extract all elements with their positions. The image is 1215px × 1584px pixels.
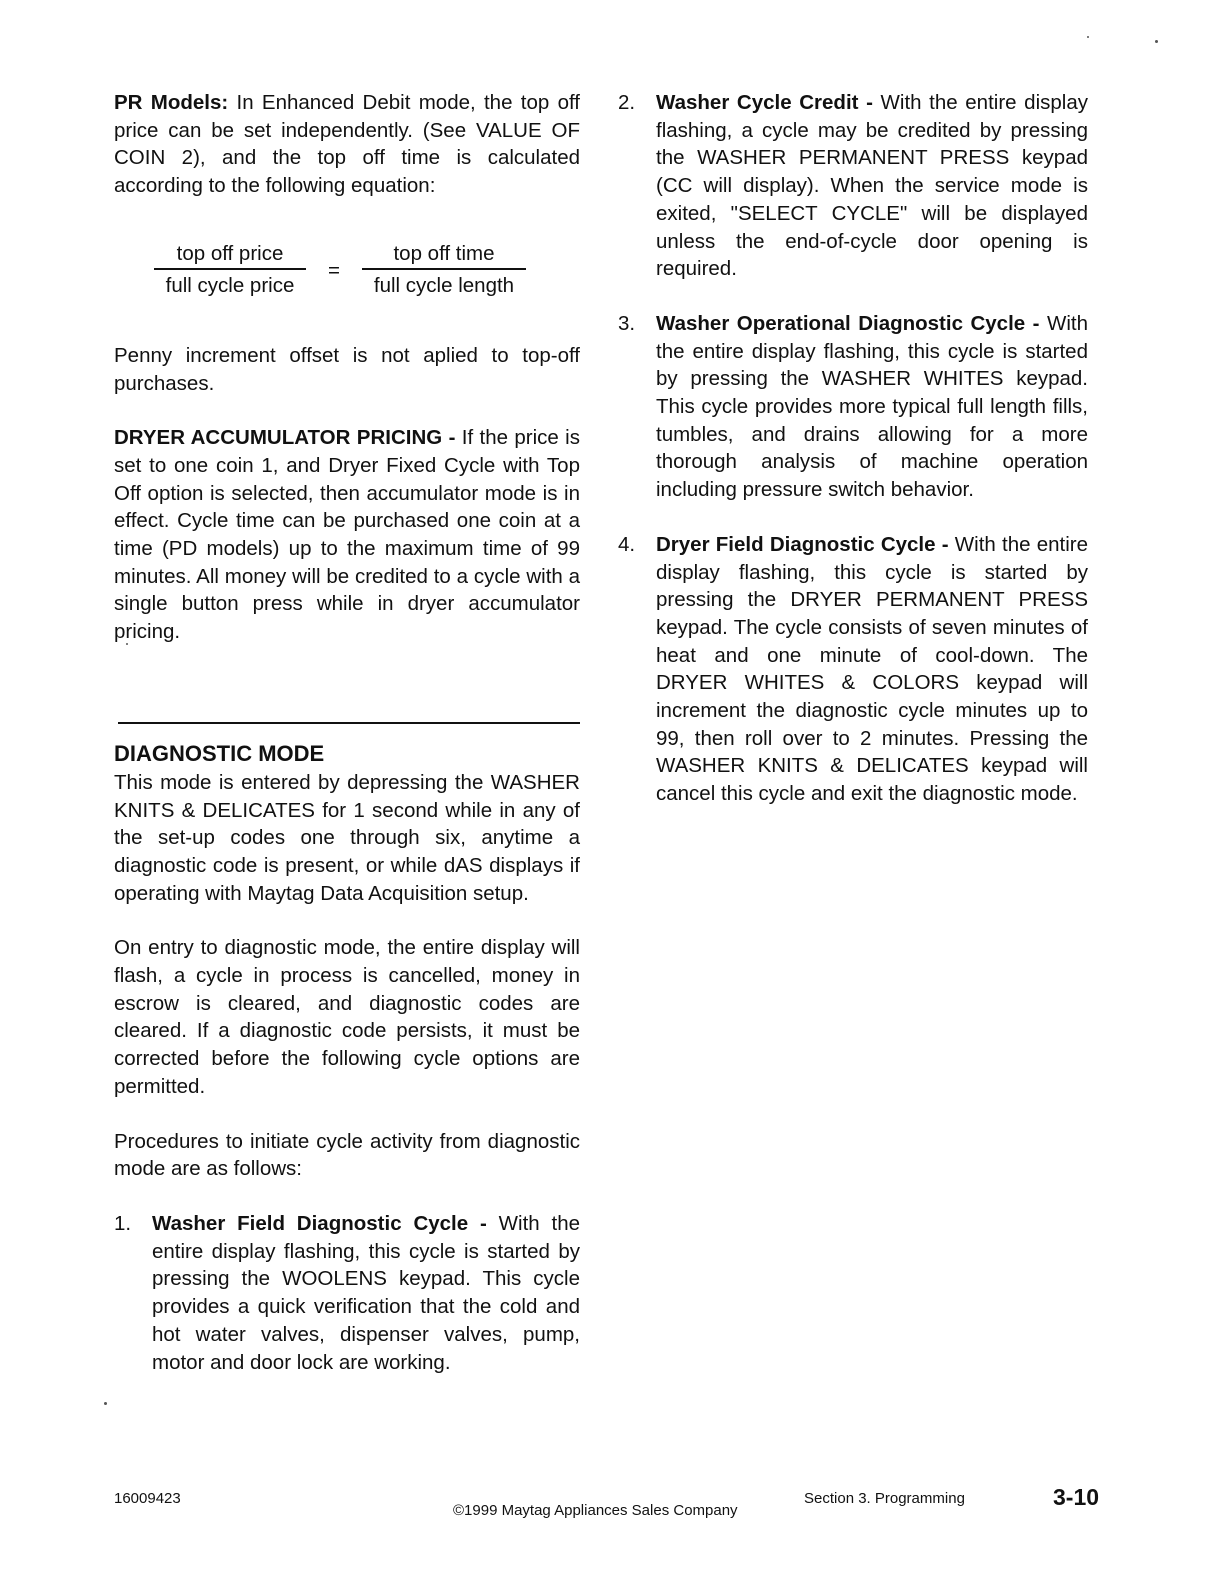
section-divider	[118, 722, 580, 724]
list-item-body: With the entire display flashing, this cycle is started by pressing the DRYER PERMANENT PRESS keypad. The cycle consists of seven minutes of heat and one minute of cool-down. The DRYER WHITES & COLORS keypad will increment the diagnostic cycle minutes up to 99, then roll over to 2 minutes. Pressing the WASHER KNITS & DELICATES keypad will cancel this cycle and exit the diagnostic mode.	[656, 532, 1088, 806]
list-item	[618, 531, 1088, 808]
scan-speck	[104, 1402, 107, 1405]
penny-note: Penny increment offset is not aplied to top-off purchases.	[114, 343, 580, 395]
right-column	[618, 89, 1088, 808]
diagnostic-mode-heading: DIAGNOSTIC MODE	[114, 740, 325, 766]
scan-speck	[1087, 36, 1089, 38]
pr-models-lead: PR Models:	[114, 91, 229, 114]
dryer-accumulator-paragraph	[114, 424, 580, 646]
scan-speck	[1155, 40, 1158, 43]
list-item-lead: Dryer Field Diagnostic Cycle -	[656, 532, 949, 556]
dryer-accumulator-text: If the price is set to one coin 1, and Dryer Fixed Cycle with Top Off option is selected, then accumulator mode is in effect. Cycle time can be purchased one coin at a time (PD models) up to the maximum time of 99 minutes. All money will be credited to a cycle with a single button press while in dryer accumulator pricing.	[114, 426, 580, 644]
numerator-right: top off time	[362, 240, 526, 270]
diagnostic-paragraph-3: Procedures to initiate cycle activity from diagnostic mode are as follows:	[114, 1129, 580, 1181]
list-item-body: With the entire display flashing, this cycle is started by pressing the WASHER WHITES keypad. This cycle provides more typical full length fills, tumbles, and drains allowing for a more thorough analysis of machine operation including pressure switch behavior.	[656, 311, 1088, 502]
numerator-left: top off price	[154, 240, 306, 270]
list-item-number: 1.	[114, 1211, 132, 1235]
scan-speck	[126, 643, 128, 645]
page-number: 3-10	[1053, 1484, 1100, 1510]
top-off-equation	[154, 240, 580, 302]
denominator-right: full cycle length	[373, 273, 515, 297]
copyright: ©1999 Maytag Appliances Sales Company	[453, 1502, 738, 1519]
list-item	[114, 1210, 580, 1376]
list-item-lead: Washer Operational Diagnostic Cycle -	[656, 311, 1040, 335]
doc-number: 16009423	[114, 1490, 181, 1507]
list-item	[618, 310, 1088, 504]
list-item-text	[152, 1210, 580, 1376]
list-item-number: 3.	[618, 311, 636, 335]
list-item-number: 2.	[618, 91, 636, 114]
section-label: Section 3. Programming	[804, 1490, 965, 1507]
list-item	[618, 89, 1088, 283]
left-column	[114, 89, 580, 1376]
denominator-left: full cycle price	[165, 273, 295, 297]
list-item-lead: Washer Cycle Credit -	[656, 91, 873, 114]
list-item-text	[656, 531, 1088, 808]
diagnostic-paragraph-1: This mode is entered by depressing the WASHER KNITS & DELICATES for 1 second while in any of the set-up codes one through six, anytime a diagnostic code is present, or while dAS displays if operating with Maytag Data Acquisition setup.	[114, 770, 580, 905]
list-item-body: With the entire display flashing, a cycle may be credited by pressing the WASHER PERMANENT PRESS keypad (CC will display). When the service mode is exited, "SELECT CYCLE" will be displayed unless the end-of-cycle door opening is required.	[656, 91, 1088, 281]
dryer-accumulator-lead: DRYER ACCUMULATOR PRICING -	[114, 426, 456, 450]
list-item-body: With the entire display flashing, this cycle is started by pressing the WOOLENS keypad. This cycle provides a quick verification that the cold and hot water valves, dispenser valves, pump, motor and door lock are working.	[152, 1211, 581, 1374]
diagnostic-paragraph-2: On entry to diagnostic mode, the entire display will flash, a cycle in process is cancelled, money in escrow is cleared, and diagnostic codes are cleared. If a diagnostic code persists, it must be corrected before the following cycle options are permitted.	[114, 936, 580, 1098]
pr-models-text: In Enhanced Debit mode, the top off price can be set independently. (See VALUE OF COIN 2), and the top off time is calculated according to the following equation:	[114, 91, 581, 198]
list-item-number: 4.	[618, 532, 636, 556]
equals-sign: =	[328, 258, 340, 282]
pr-models-paragraph	[114, 89, 580, 200]
list-item-text	[656, 89, 1088, 283]
list-item-text	[656, 310, 1088, 504]
list-item-lead: Washer Field Diagnostic Cycle -	[152, 1211, 487, 1235]
